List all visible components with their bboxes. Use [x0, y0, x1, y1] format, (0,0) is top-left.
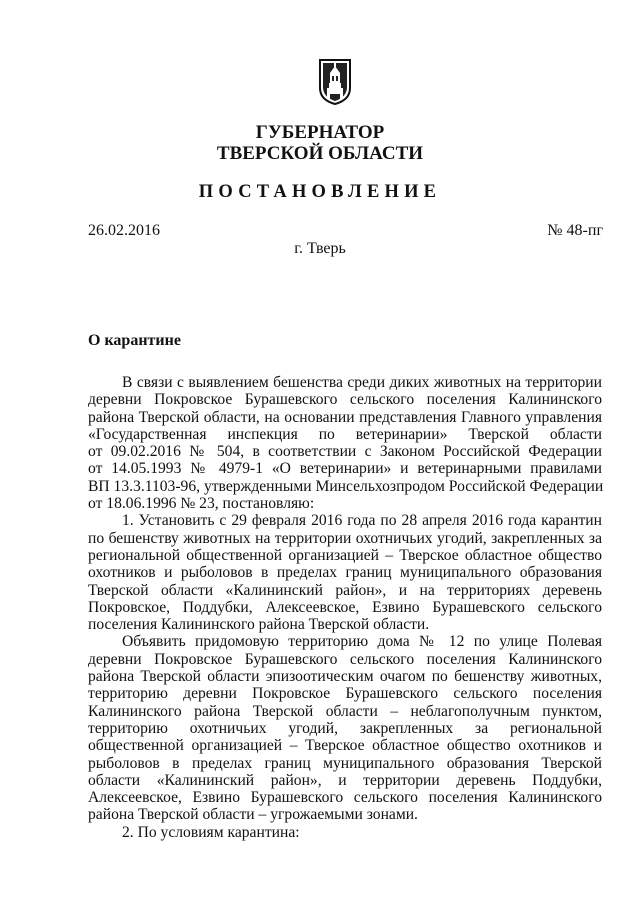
body-line: района Тверской области эпизоотическим очагом по бешенству животных, [88, 668, 602, 686]
body-line: 1. Установить с 29 февраля 2016 года по 28 апреля 2016 года карантин [122, 512, 602, 530]
document-subject: О карантине [88, 332, 181, 349]
body-line: Калининского района Тверской области – неблагополучным пунктом, [88, 702, 602, 720]
body-line: территорию деревни Покровское Бурашевского сельского поселения [88, 685, 602, 703]
body-line: охотников и рыболовов в пределах границ муниципального образования [88, 564, 602, 582]
body-line: региональной общественной организацией – Тверское областное общество [88, 546, 602, 564]
issuer-line-2: ТВЕРСКОЙ ОБЛАСТИ [216, 143, 424, 164]
body-line: деревни Покровское Бурашевского сельского поселения Калининского [88, 391, 602, 409]
body-line: Тверской области «Калининский район», и на территориях деревень [88, 581, 602, 599]
body-line: «Государственная инспекция по ветеринарии» Тверской области [88, 425, 602, 443]
body-line: района Тверской области, на основании представления Главного управления [88, 408, 602, 426]
body-line: Покровское, Поддубки, Алексеевское, Езвино Бурашевского сельского [88, 598, 602, 616]
body-line: от 18.06.1996 № 23, постановляю: [88, 495, 315, 513]
body-line: района Тверской области – угрожаемыми зонами. [88, 806, 418, 824]
body-line: области «Калининский район», и территории деревень Поддубки, [88, 771, 602, 789]
body-line: В связи с выявлением бешенства среди диких животных на территории [122, 374, 602, 391]
body-line: ВП 13.3.1103-96, утвержденными Минсельхозпродом Российской Федерации [88, 477, 604, 495]
body-line: Алексеевское, Езвино Бурашевского сельского поселения Калининского [88, 789, 602, 807]
body-line: рыболовов в пределах границ муниципального образования Тверской [88, 754, 602, 772]
document-body [88, 374, 602, 841]
tver-coat-of-arms-icon [318, 58, 352, 106]
body-line: Объявить придомовую территорию дома № 12 по улице Полевая [122, 633, 602, 651]
document-type: ПОСТАНОВЛЕНИЕ [198, 182, 442, 202]
body-line: поселения Калининского района Тверской области. [88, 616, 430, 634]
body-line: от 14.05.1993 № 4979-1 «О ветеринарии» и ветеринарными правилами [88, 460, 602, 478]
document-city: г. Тверь [294, 240, 346, 257]
body-line: по бешенству животных на территории охотничьих угодий, закрепленных за [88, 529, 602, 547]
body-line: 2. По условиям карантина: [122, 823, 300, 841]
body-line: общественной организацией – Тверское областное общество охотников и [88, 737, 602, 755]
document-number: № 48-пг [547, 222, 603, 239]
issuer-line-1: ГУБЕРНАТОР [255, 122, 385, 143]
body-line: от 09.02.2016 № 504, в соответствии с Законом Российской Федерации [88, 443, 602, 461]
body-line: территорию охотничьих угодий, закрепленных за региональной [88, 719, 602, 737]
document-date: 26.02.2016 [88, 222, 160, 239]
body-line: деревни Покровское Бурашевского сельского поселения Калининского [88, 650, 602, 668]
